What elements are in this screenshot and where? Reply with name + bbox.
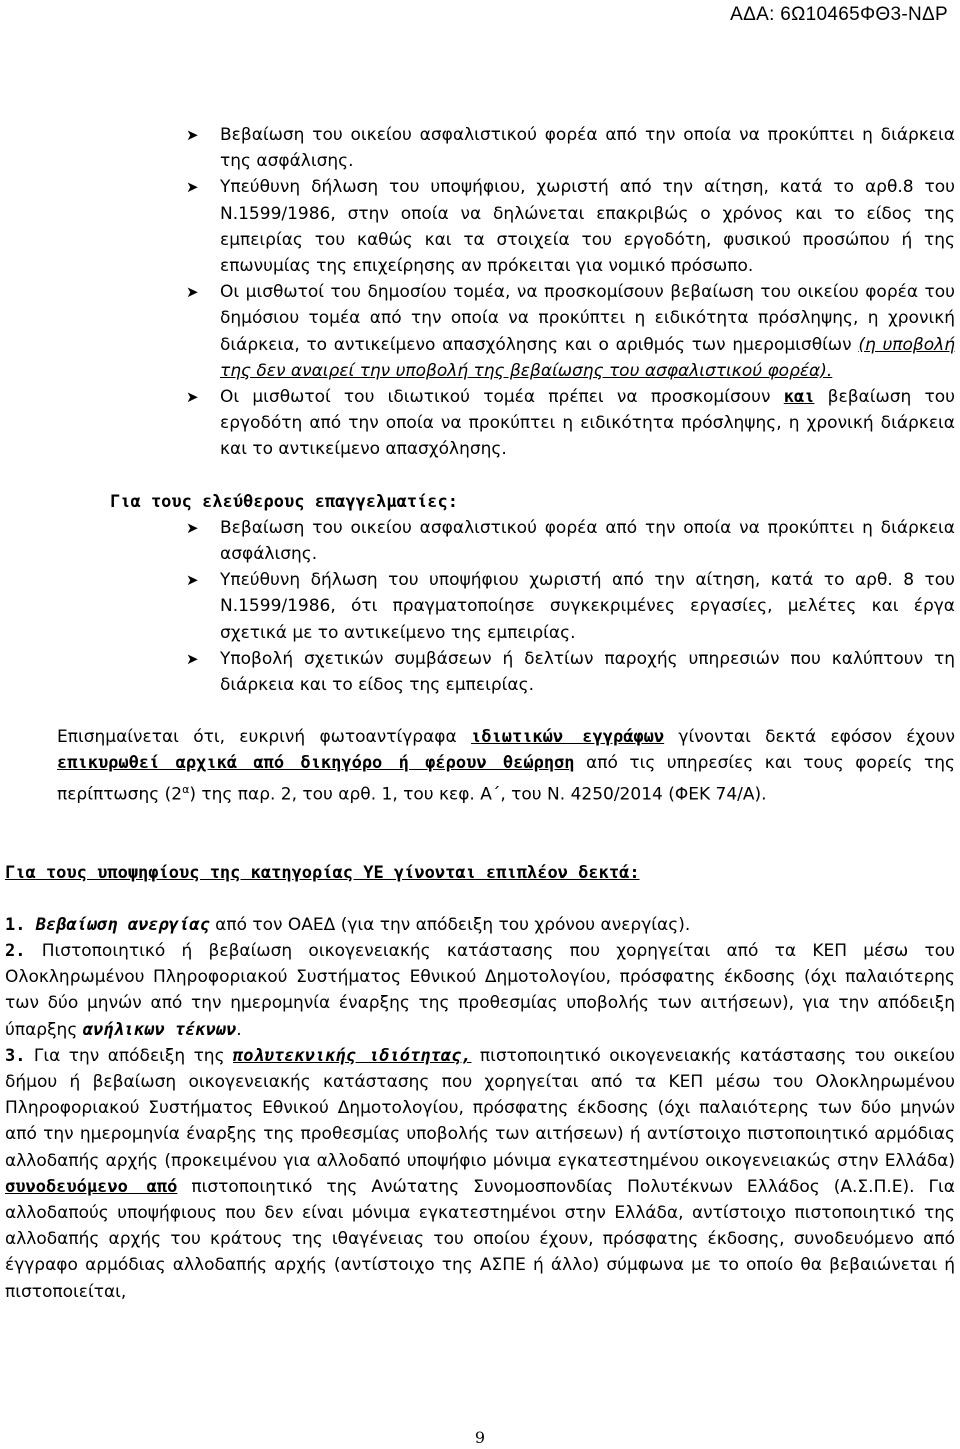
text-run: Βεβαίωση του οικείου ασφαλιστικού φορέα από την οποία να προκύπτει η διάρκεια ασφάλισης. <box>220 517 955 565</box>
text-run: 3. <box>5 1045 26 1066</box>
list-item <box>0 646 960 698</box>
list-item-text <box>220 125 955 171</box>
list-item-text <box>220 177 955 276</box>
document-body <box>0 122 960 1305</box>
text-run: από τον ΟΑΕΔ (για την απόδειξη του χρόνου ανεργίας). <box>209 914 691 935</box>
arrow-bullet-icon: ➤ <box>186 178 199 197</box>
text-run: βεβαίωση του εργοδότη από την οποία να προκύπτει η ειδικότητα πρόσληψης, η χρονική διάρκεια και το αντικείμενο απασχόλησης. <box>220 387 955 460</box>
list-item-text <box>220 387 955 459</box>
text-run: Υπεύθυνη δήλωση του υποψήφιου, χωριστή από την αίτηση, κατά το αρθ.8 του Ν.1599/1986, στην οποία να δηλώνεται επακριβώς ο χρόνος και το είδος της εμπειρίας του καθώς και τα στοιχεία του εργοδότη, φυσικού προσώπου ή της επωνυμίας της επιχείρησης αν πρόκειται για νομικό πρόσωπο. <box>220 177 955 277</box>
text-run: . <box>236 1019 242 1040</box>
text-run: (η υποβολή της δεν αναιρεί την υποβολή της βεβαίωσης του ασφαλιστικού φορέα). <box>220 334 955 381</box>
list-item <box>0 515 960 567</box>
text-run: πολυτεκνικής ιδιότητας, <box>232 1045 472 1066</box>
text-run: Βεβαίωση του οικείου ασφαλιστικού φορέα από την οποία να προκύπτει η διάρκεια της ασφάλισης. <box>220 125 955 172</box>
text-run: πιστοποιητικό οικογενειακής κατάστασης του οικείου δήμου ή βεβαίωση οικογενειακής κατάστασης που χορηγείται από τα ΚΕΠ μέσω του Ολοκληρωμένου Πληροφοριακού Συστήματος Εθνικού Δημοτολογίου, πρόσφατης έκδοσης (όχι παλαιότερης των δύο μηνών από την ημερομηνία έναρξης της προθεσμίας υποβολής των αιτήσεων) ή αντίστοιχο πιστοποιητικό αρμόδιας αλλοδαπής αρχής (προκειμένου για αλλοδαπό υποψήφιο μόνιμα εγκατεστημένου οικογενειακώς στην Ελλάδα) <box>5 1045 955 1171</box>
text-run: από τις υπηρεσίες και τους φορείς της περίπτωσης (2 <box>57 753 955 805</box>
photocopies-note <box>0 724 960 807</box>
ye-category-heading: Για τους υποψηφίους της κατηγορίας ΥΕ γίνονται επιπλέον δεκτά: <box>5 862 640 883</box>
text-run: Επισημαίνεται ότι, ευκρινή φωτοαντίγραφα <box>57 727 472 748</box>
list-item <box>0 567 960 646</box>
page-number: 9 <box>474 1428 486 1447</box>
text-run: Υποβολή σχετικών συμβάσεων ή δελτίων παροχής υπηρεσιών που καλύπτουν τη διάρκεια και το είδος της εμπειρίας. <box>220 648 955 696</box>
list-item <box>0 122 960 174</box>
text-run: Βεβαίωση ανεργίας <box>35 914 210 935</box>
arrow-bullet-icon: ➤ <box>186 571 199 590</box>
arrow-bullet-icon: ➤ <box>186 649 199 668</box>
text-run: και <box>783 387 815 408</box>
text-run: συνοδευόμενο από <box>5 1176 178 1197</box>
text-run: ) της παρ. 2, του αρθ. 1, του κεφ. Α΄, του Ν. 4250/2014 (ΦΕΚ 74/Α). <box>189 784 767 805</box>
text-run: ανήλικων τέκνων <box>82 1019 237 1040</box>
list-item <box>0 279 960 384</box>
arrow-bullet-icon: ➤ <box>186 518 199 537</box>
list-item-text <box>220 649 955 695</box>
text-run: Για την απόδειξη της <box>25 1045 233 1066</box>
text-run: ιδιωτικών εγγράφων <box>471 727 665 748</box>
list-item <box>0 174 960 279</box>
text-run: Οι μισθωτοί του ιδιωτικού τομέα πρέπει να προσκομίσουν <box>220 387 784 408</box>
list-item-text <box>220 570 955 642</box>
text-run: επικυρωθεί αρχικά από δικηγόρο ή φέρουν θεώρηση <box>57 753 575 774</box>
text-run: α <box>182 782 190 796</box>
freelancer-documents-list <box>0 515 960 698</box>
list-item-text <box>220 282 955 381</box>
text-run: 2. <box>5 940 26 961</box>
list-item-text <box>220 518 955 564</box>
text-run: Πιστοποιητικό ή βεβαίωση οικογενειακής κατάστασης που χορηγείται από τα ΚΕΠ μέσω του Ολοκληρωμένου Πληροφοριακού Συστήματος Εθνικού Δημοτολογίου, πρόσφατης έκδοσης (όχι παλαιότερης των δύο μηνών από την ημερομηνία έναρξης της προθεσμίας υποβολής των αιτήσεων), για την απόδειξη ύπαρξης <box>5 940 955 1040</box>
arrow-bullet-icon: ➤ <box>186 388 199 407</box>
employee-documents-list <box>0 122 960 463</box>
ye-item-3 <box>0 1043 960 1305</box>
text-run: πιστοποιητικό της Ανώτατης Συνομοσπονδίας Πολυτέκνων Ελλάδος (Α.Σ.Π.Ε). Για αλλοδαπούς υποψήφιους που δεν είναι μόνιμα εγκατεστημένοι στην Ελλάδα, αντίστοιχο πιστοποιητικό της αλλοδαπής αρχής του κράτους της ιθαγένειας του οποίου έχουν, πρόσφατης έκδοσης, συνοδευόμενο από έγγραφο αρμόδιας αλλοδαπής αρχής (αντίστοιχο της ΑΣΠΕ ή άλλο) σύμφωνα με το οποίο θα βεβαιώνεται ή πιστοποιείται, <box>5 1176 955 1302</box>
text-run: 1. <box>5 914 36 935</box>
arrow-bullet-icon: ➤ <box>186 126 199 144</box>
list-item <box>0 384 960 463</box>
freelancers-heading: Για τους ελεύθερους επαγγελματίες: <box>110 491 458 512</box>
arrow-bullet-icon: ➤ <box>186 283 199 302</box>
ye-documents <box>0 912 960 1305</box>
document-code: ΑΔΑ: 6Ω10465ΦΘ3-ΝΔΡ <box>730 4 948 25</box>
text-run: Οι μισθωτοί του δημοσίου τομέα, να προσκομίσουν βεβαίωση του οικείου φορέα του δημόσιου τομέα από την οποία να προκύπτει η ειδικότητα πρόσληψης, η χρονική διάρκεια, το αντικείμενο απασχόλησης και ο αριθμός των ημερομισθίων <box>220 282 955 355</box>
text-run: Υπεύθυνη δήλωση του υποψήφιου χωριστή από την αίτηση, κατά το αρθ. 8 του Ν.1599/1986, ότι πραγματοποίησε συγκεκριμένες εργασίες, μελέτες και έργα σχετικά με το αντικείμενο της εμπειρίας. <box>220 570 955 643</box>
text-run: γίνονται δεκτά εφόσον έχουν <box>664 727 955 748</box>
ye-item-1 <box>0 912 960 938</box>
ye-item-2 <box>0 938 960 1043</box>
